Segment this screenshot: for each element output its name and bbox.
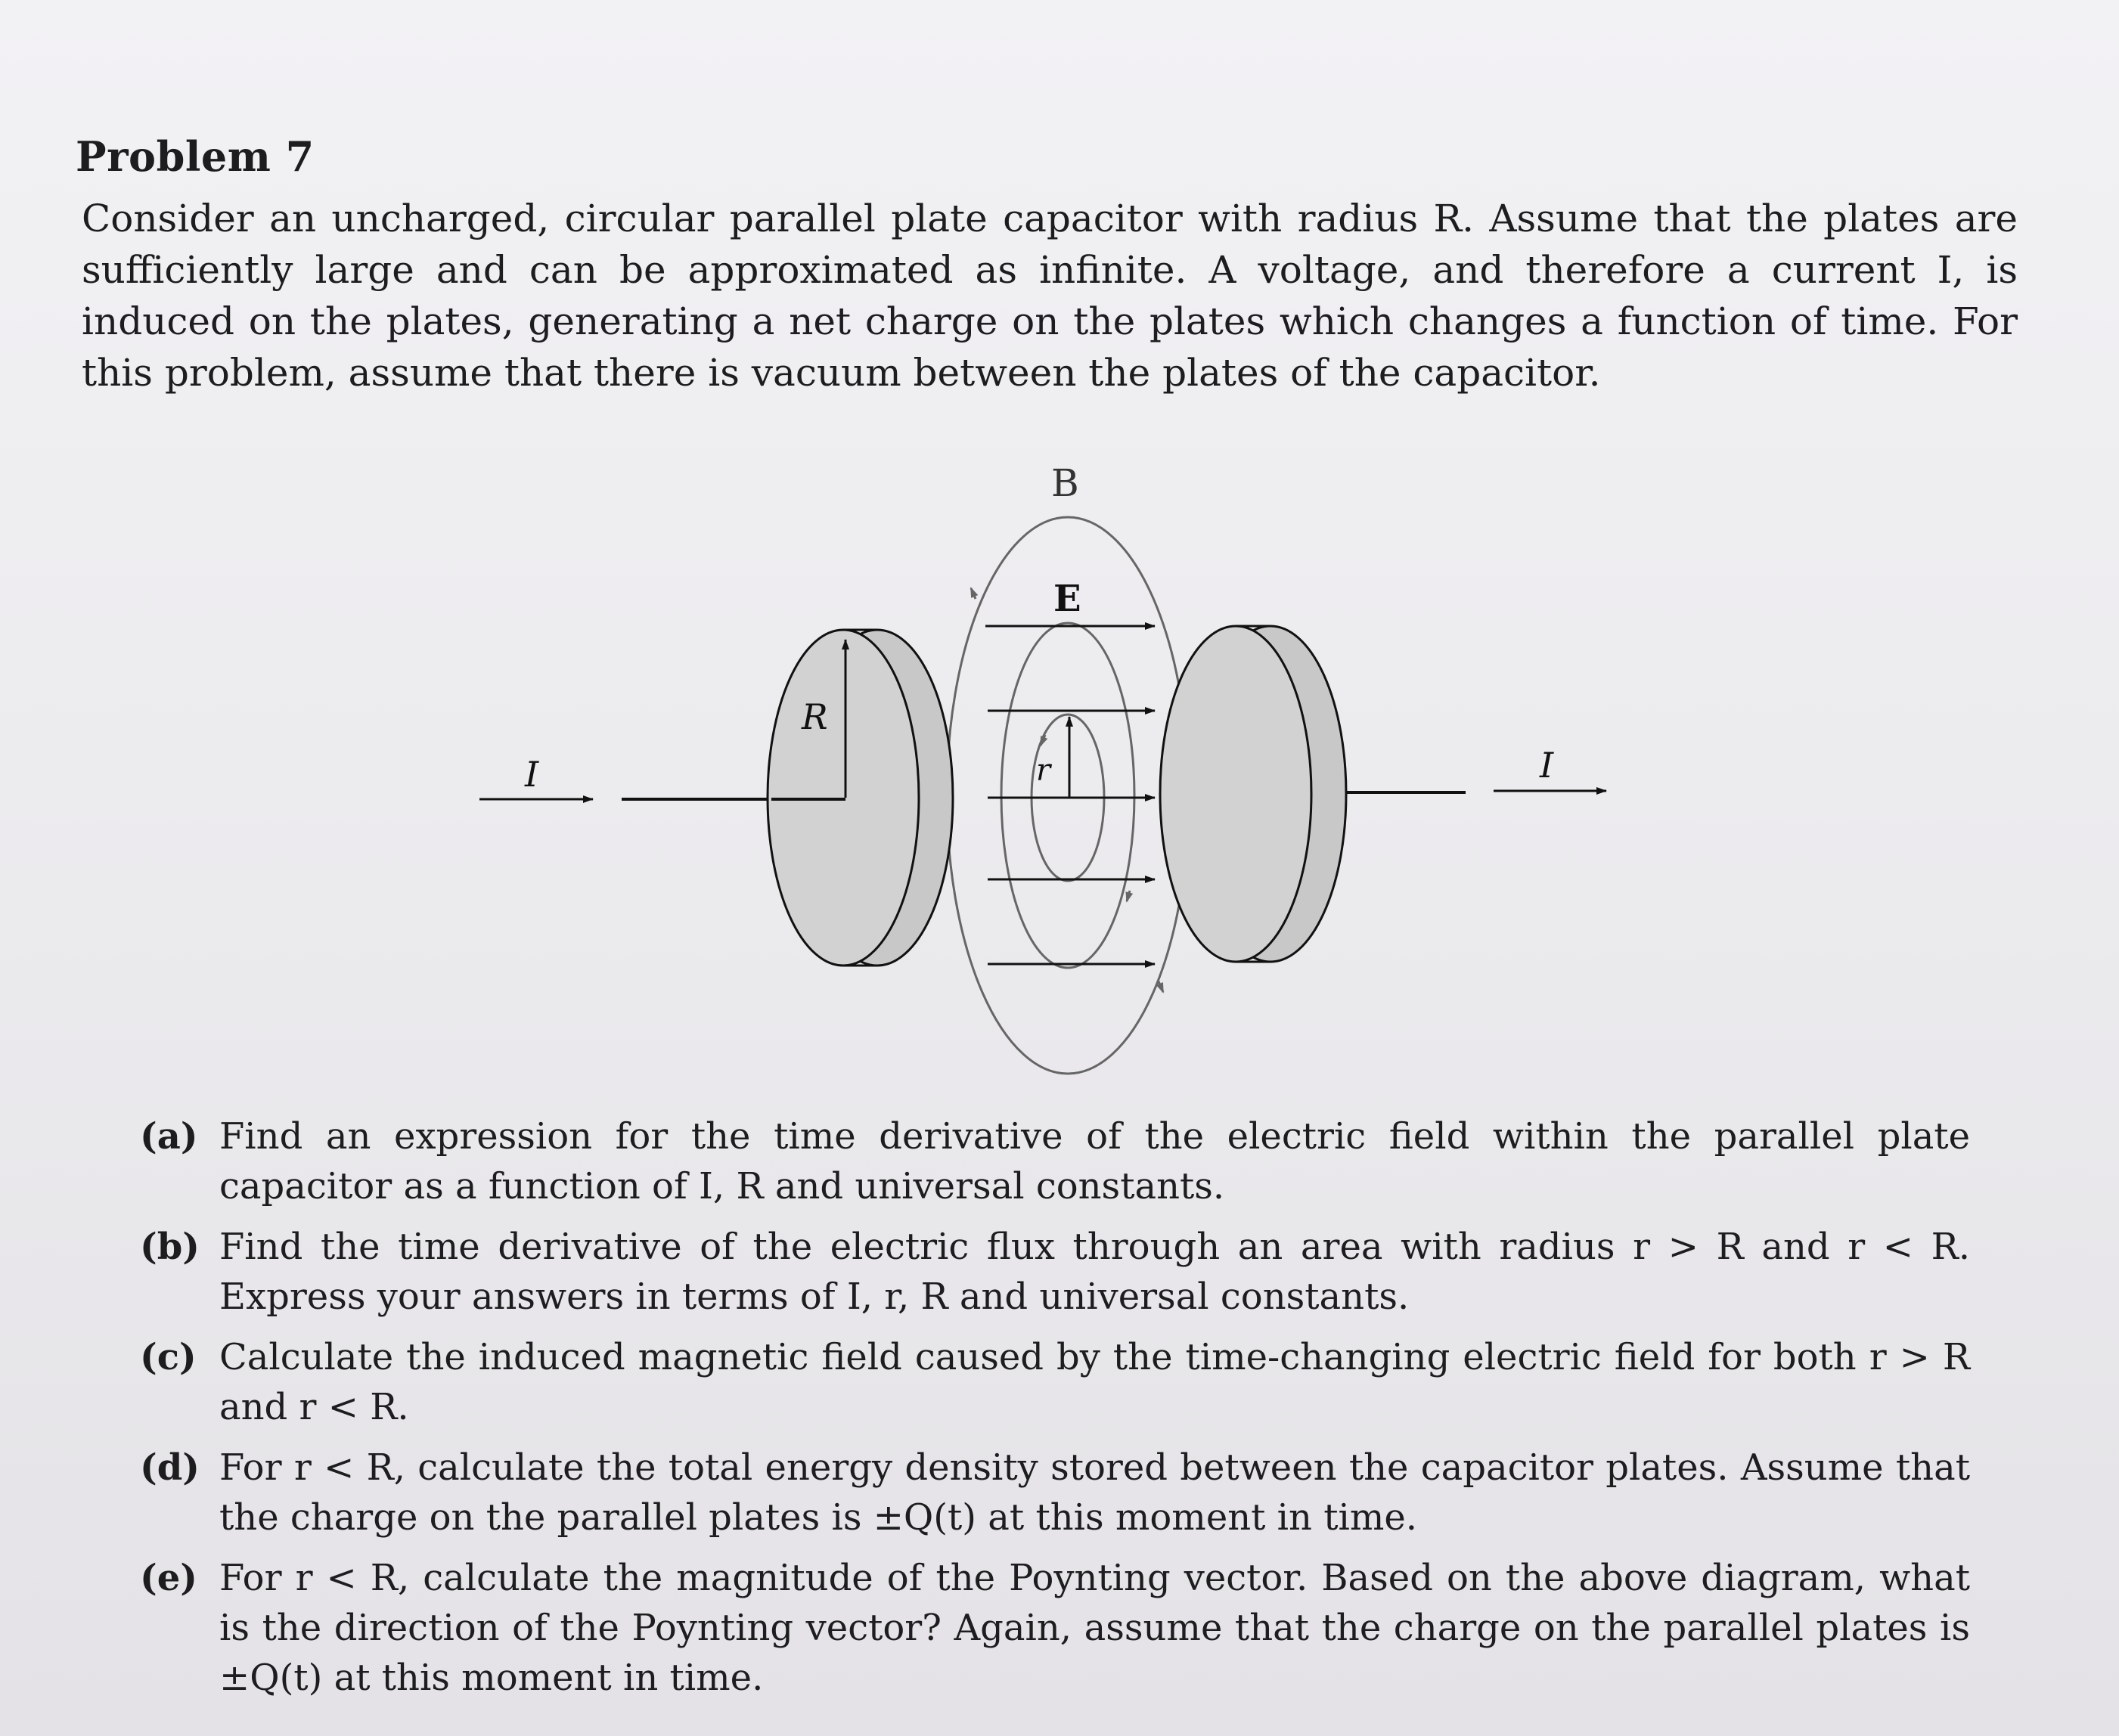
part-e-label: (e) bbox=[140, 1557, 197, 1599]
part-b-label: (b) bbox=[140, 1226, 200, 1268]
part-d bbox=[140, 1443, 1970, 1542]
part-d-label: (d) bbox=[140, 1446, 200, 1489]
label-I-right: I bbox=[1540, 745, 1554, 786]
label-I-left: I bbox=[525, 754, 539, 795]
problem-intro: Consider an uncharged, circular parallel plate capacitor with radius R. Assume that the plates are sufficiently large and can be approximated as infinite. A voltage, and therefore a current I, is induced on the plates, generating a net charge on the plates which changes a function of time. For this problem, assume that there is vacuum between the plates of the capacitor. bbox=[82, 197, 2018, 395]
part-c-text: Calculate the induced magnetic field caused by the time-changing electric field for both r > R and r < R. bbox=[219, 1336, 1970, 1428]
part-b-text: Find the time derivative of the electric flux through an area with radius r > R and r < R. Express your answers in terms of I, r, R and universal constants. bbox=[219, 1226, 1970, 1318]
part-c bbox=[140, 1332, 1970, 1432]
part-c-label: (c) bbox=[140, 1336, 197, 1378]
middle-ring-arrow bbox=[1127, 891, 1130, 901]
problem-parts bbox=[140, 1111, 1970, 1713]
label-E: E bbox=[1053, 578, 1081, 620]
part-b bbox=[140, 1222, 1970, 1322]
part-d-text: For r < R, calculate the total energy density stored between the capacitor plates. Assume that the charge on the parallel plates is ±Q(t) at this moment in time. bbox=[219, 1446, 1970, 1539]
part-e bbox=[140, 1553, 1970, 1703]
problem-title: Problem 7 bbox=[76, 132, 315, 181]
label-B: B bbox=[1051, 461, 1079, 505]
b-loop-arrow-top bbox=[971, 588, 976, 599]
part-e-text: For r < R, calculate the magnitude of the Poynting vector. Based on the above diagram, what is the direction of the Poynting vector? Again, assume that the charge on the parallel plates is ±Q(t) at this moment in time. bbox=[219, 1557, 1970, 1699]
label-R: R bbox=[802, 696, 828, 737]
label-r: r bbox=[1036, 753, 1051, 788]
right-plate-face bbox=[1160, 626, 1311, 962]
part-a-text: Find an expression for the time derivative of the electric field within the parallel plate capacitor as a function of I, R and universal constants. bbox=[219, 1115, 1970, 1207]
part-a-label: (a) bbox=[140, 1115, 198, 1158]
part-a bbox=[140, 1111, 1970, 1211]
b-loop-arrow-bottom bbox=[1159, 981, 1163, 992]
b-field-middle-ring bbox=[1001, 623, 1134, 968]
